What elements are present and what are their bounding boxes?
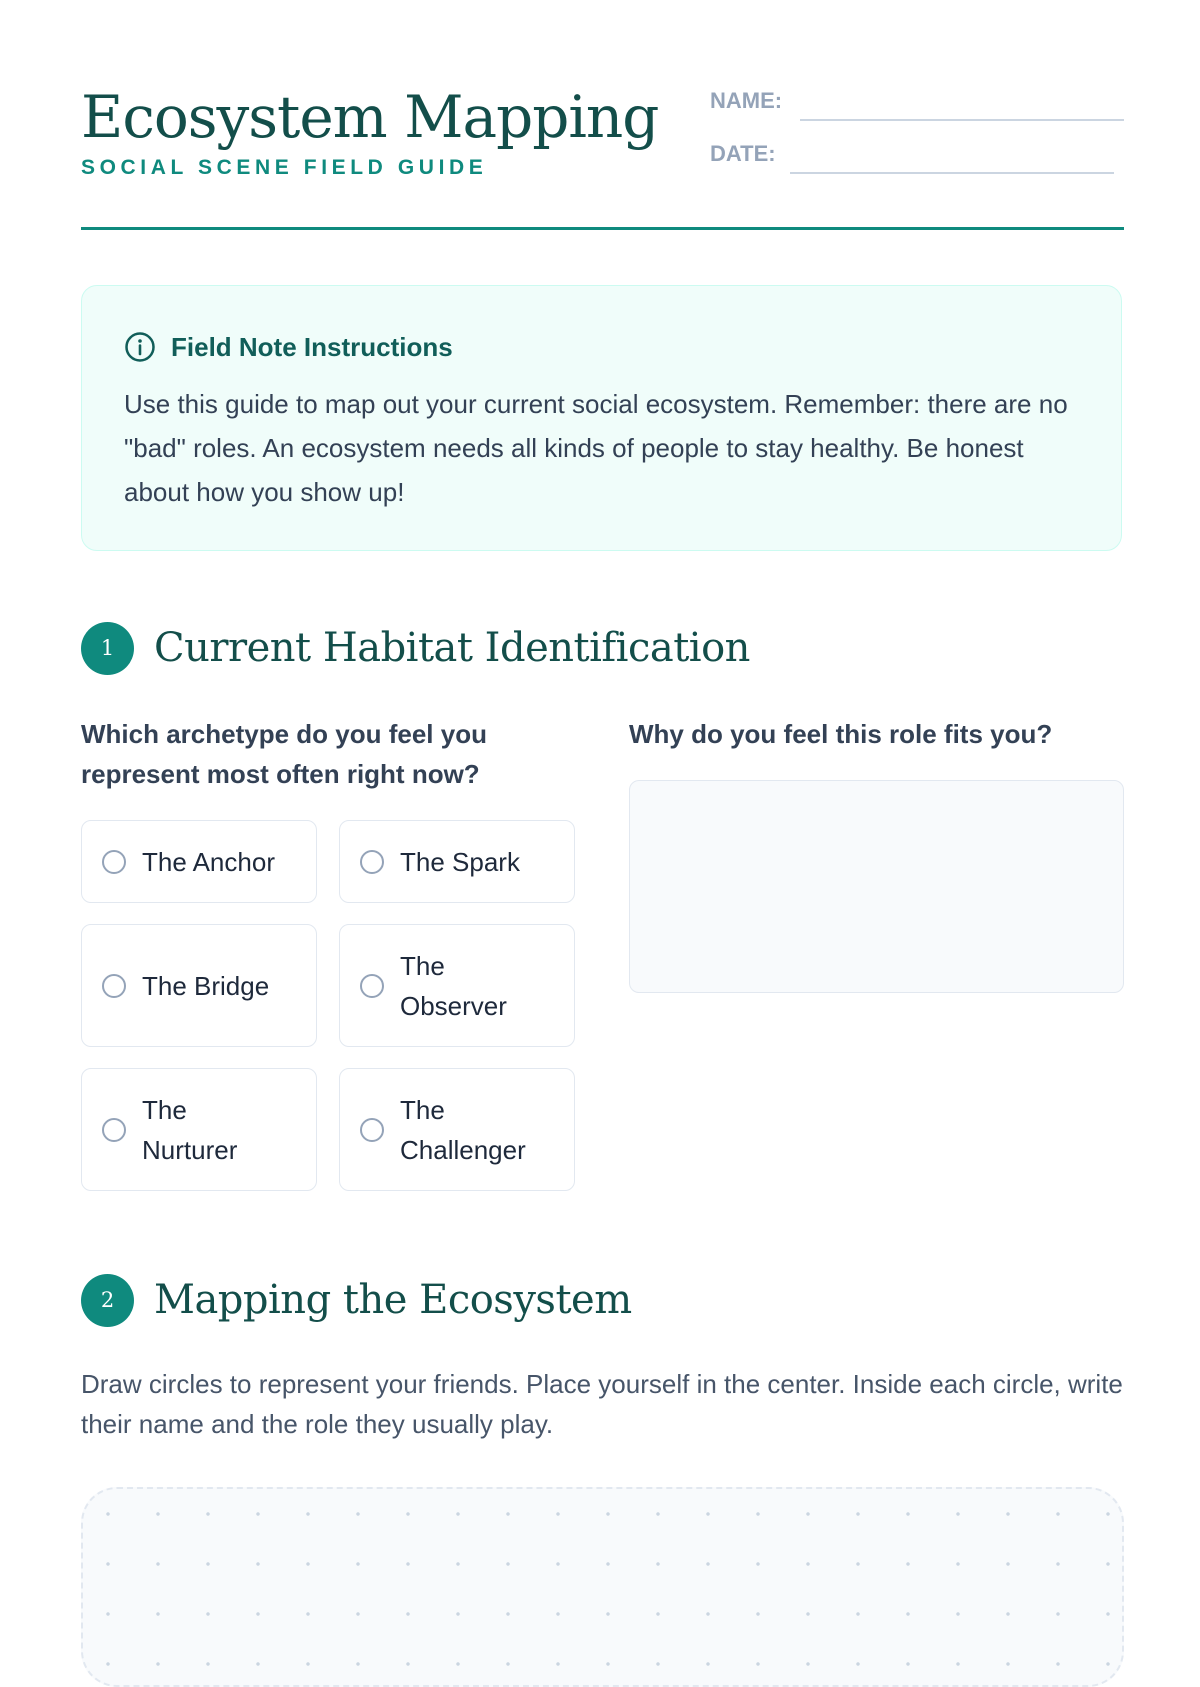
- option-label: The Nurturer: [142, 1095, 238, 1165]
- page-subtitle: SOCIAL SCENE FIELD GUIDE: [81, 156, 488, 179]
- section-1-title: Current Habitat Identification: [154, 625, 750, 671]
- date-field-row: [710, 137, 1124, 190]
- name-field[interactable]: [800, 119, 1124, 121]
- radio-icon[interactable]: [102, 850, 126, 874]
- name-label: NAME:: [710, 88, 783, 113]
- section-2-title: Mapping the Ecosystem: [154, 1277, 632, 1323]
- why-question: Why do you feel this role fits you?: [629, 719, 1053, 749]
- option-label: The Challenger: [400, 1095, 526, 1165]
- option-label: The Bridge: [142, 971, 270, 1001]
- option-the-observer[interactable]: [339, 924, 575, 1047]
- instructions-panel: [81, 285, 1122, 551]
- option-the-anchor[interactable]: [81, 820, 317, 903]
- section-1-heading: [81, 620, 1124, 676]
- option-label: The Spark: [400, 847, 520, 877]
- radio-icon[interactable]: [360, 850, 384, 874]
- option-the-nurturer[interactable]: [81, 1068, 317, 1191]
- radio-icon[interactable]: [102, 1118, 126, 1142]
- name-field-row: [710, 84, 1124, 137]
- option-the-spark[interactable]: [339, 820, 575, 903]
- archetype-question: Which archetype do you feel you represent most often right now?: [81, 719, 487, 789]
- option-label: The Anchor: [142, 847, 275, 877]
- page-header: [81, 78, 1124, 230]
- radio-icon[interactable]: [360, 974, 384, 998]
- name-date-fields: [710, 84, 1124, 190]
- drawing-area[interactable]: [81, 1487, 1124, 1687]
- option-the-challenger[interactable]: [339, 1068, 575, 1191]
- section-2-number-badge: 2: [81, 1274, 134, 1327]
- option-label: The Observer: [400, 951, 507, 1021]
- date-label: DATE:: [710, 141, 776, 166]
- instructions-title: Field Note Instructions: [171, 332, 453, 362]
- why-answer-box[interactable]: [629, 780, 1124, 993]
- mapping-instructions: Draw circles to represent your friends. Place yourself in the center. Inside each circle, write their name and the role they usually play.: [81, 1369, 1123, 1439]
- date-field[interactable]: [790, 172, 1114, 174]
- section-1-number-badge: 1: [81, 622, 134, 675]
- radio-icon[interactable]: [102, 974, 126, 998]
- radio-icon[interactable]: [360, 1118, 384, 1142]
- section-2-heading: [81, 1272, 1124, 1328]
- page-title: Ecosystem Mapping: [81, 83, 659, 151]
- option-the-bridge[interactable]: [81, 924, 317, 1047]
- instructions-body: Use this guide to map out your current social ecosystem. Remember: there are no "bad" roles. An ecosystem needs all kinds of people to stay healthy. Be honest about how you show up!: [124, 389, 1068, 507]
- header-divider: [81, 227, 1124, 230]
- info-icon: [124, 331, 156, 363]
